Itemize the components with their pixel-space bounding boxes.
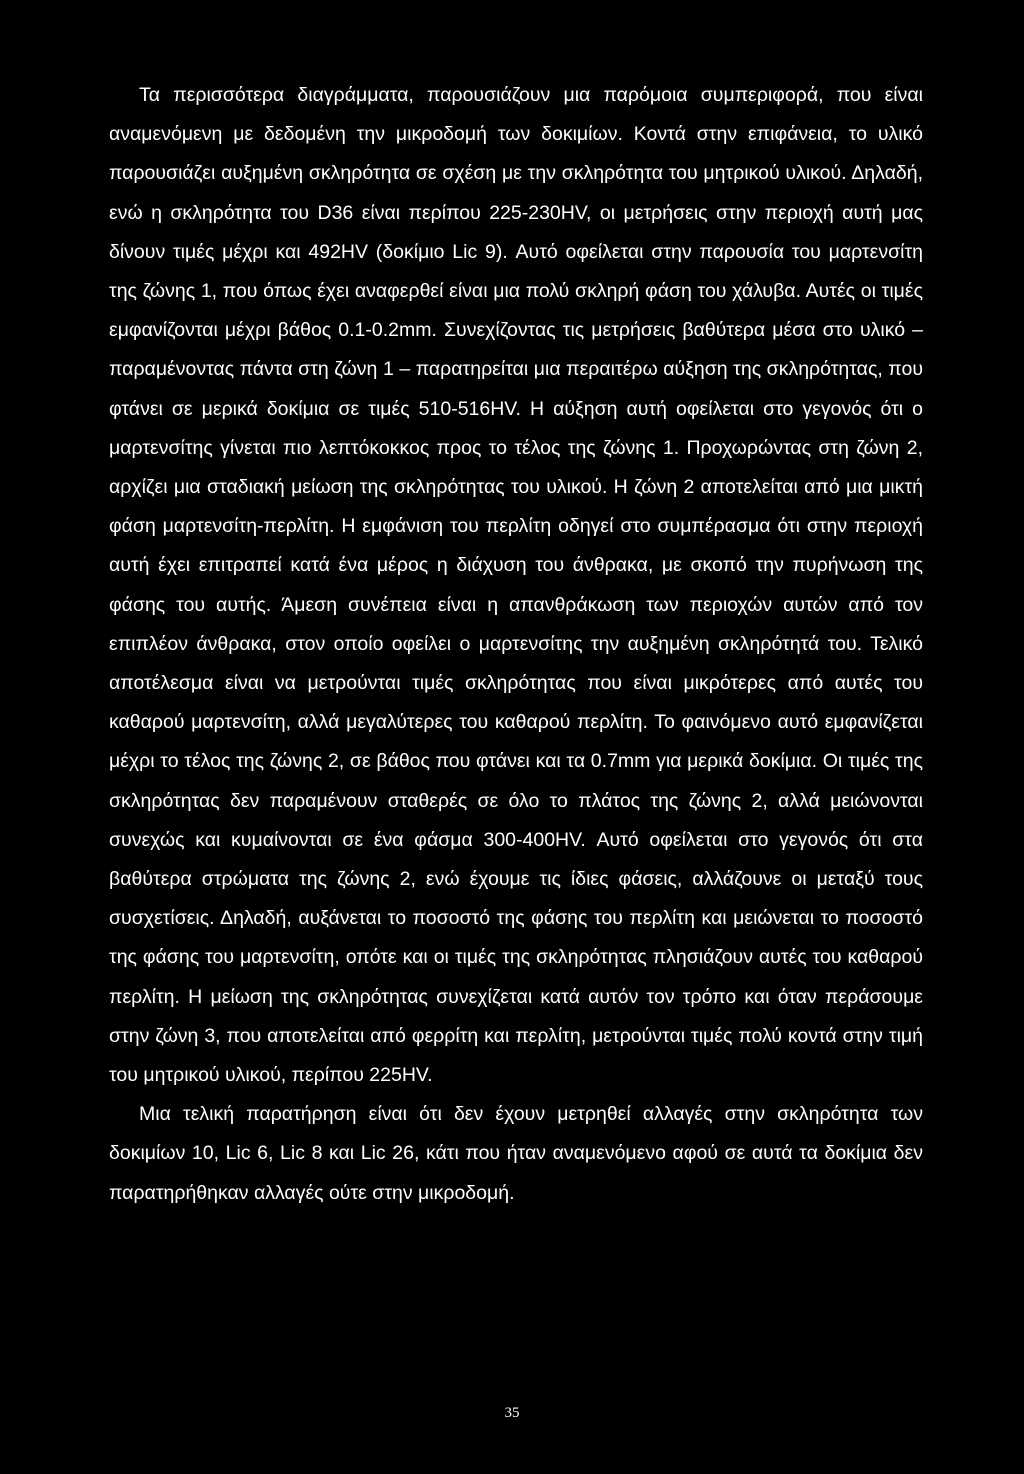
body-text xyxy=(109,76,923,1213)
paragraph-final-remark: Μια τελική παρατήρηση είναι ότι δεν έχουν μετρηθεί αλλαγές στην σκληρότητα των δοκιμίων 10, Lic 6, Lic 8 και Lic 26, κάτι που ήταν αναμενόμενο αφού σε αυτά τα δοκίμια δεν παρατηρήθηκαν αλλαγές ούτε στην μικροδομή. xyxy=(109,1103,923,1204)
page-number: 35 xyxy=(504,1405,520,1421)
paragraph-hardness-analysis: Τα περισσότερα διαγράμματα, παρουσιάζουν μια παρόμοια συμπεριφορά, που είναι αναμενόμενη με δεδομένη την μικροδομή των δοκιμίων. Κοντά στην επιφάνεια, το υλικό παρουσιάζει αυξημένη σκληρότητα σε σχέση με την σκληρότητα του μητρικού υλικού. Δηλαδή, ενώ η σκληρότητα του D36 είναι περίπου 225-230HV, οι μετρήσεις στην περιοχή αυτή μας δίνουν τιμές μέχρι και 492HV (δοκίμιο Lic 9). Αυτό οφείλεται στην παρουσία του μαρτενσίτη της ζώνης 1, που όπως έχει αναφερθεί είναι μια πολύ σκληρή φάση του χάλυβα. Αυτές οι τιμές εμφανίζονται μέχρι βάθος 0.1-0.2mm. Συνεχίζοντας τις μετρήσεις βαθύτερα μέσα στο υλικό – παραμένοντας πάντα στη ζώνη 1 – παρατηρείται μια περαιτέρω αύξηση της σκληρότητας, που φτάνει σε μερικά δοκίμια σε τιμές 510-516HV. Η αύξηση αυτή οφείλεται στο γεγονός ότι ο μαρτενσίτης γίνεται πιο λεπτόκοκκος προς το τέλος της ζώνης 1. Προχωρώντας στη ζώνη 2, αρχίζει μια σταδιακή μείωση της σκληρότητας του υλικού. Η ζώνη 2 αποτελείται από μια μικτή φάση μαρτενσίτη-περλίτη. Η εμφάνιση του περλίτη οδηγεί στο συμπέρασμα ότι στην περιοχή αυτή έχει επιτραπεί κατά ένα μέρος η διάχυση του άνθρακα, με σκοπό την πυρήνωση της φάσης του αυτής. Άμεση συνέπεια είναι η απανθράκωση των περιοχών αυτών από τον επιπλέον άνθρακα, στον οποίο οφείλει ο μαρτενσίτης την αυξημένη σκληρότητά του. Τελικό αποτέλεσμα είναι να μετρούνται τιμές σκληρότητας που είναι μικρότερες από αυτές του καθαρού μαρτενσίτη, αλλά μεγαλύτερες του καθαρού περλίτη. Το φαινόμενο αυτό εμφανίζεται μέχρι το τέλος της ζώνης 2, σε βάθος που φτάνει και τα 0.7mm για μερικά δοκίμια. Οι τιμές της σκληρότητας δεν παραμένουν σταθερές σε όλο το πλάτος της ζώνης 2, αλλά μειώνονται συνεχώς και κυμαίνονται σε ένα φάσμα 300-400HV. Αυτό οφείλεται στο γεγονός ότι στα βαθύτερα στρώματα της ζώνης 2, ενώ έχουμε τις ίδιες φάσεις, αλλάζουνε οι μεταξύ τους συσχετίσεις. Δηλαδή, αυξάνεται το ποσοστό της φάσης του περλίτη και μειώνεται το ποσοστό της φάσης του μαρτενσίτη, οπότε και οι τιμές της σκληρότητας πλησιάζουν αυτές του καθαρού περλίτη. Η μείωση της σκληρότητας συνεχίζεται κατά αυτόν τον τρόπο και όταν περάσουμε στην ζώνη 3, που αποτελείται από φερρίτη και περλίτη, μετρούνται τιμές πολύ κοντά στην τιμή του μητρικού υλικού, περίπου 225HV. xyxy=(109,84,923,1087)
